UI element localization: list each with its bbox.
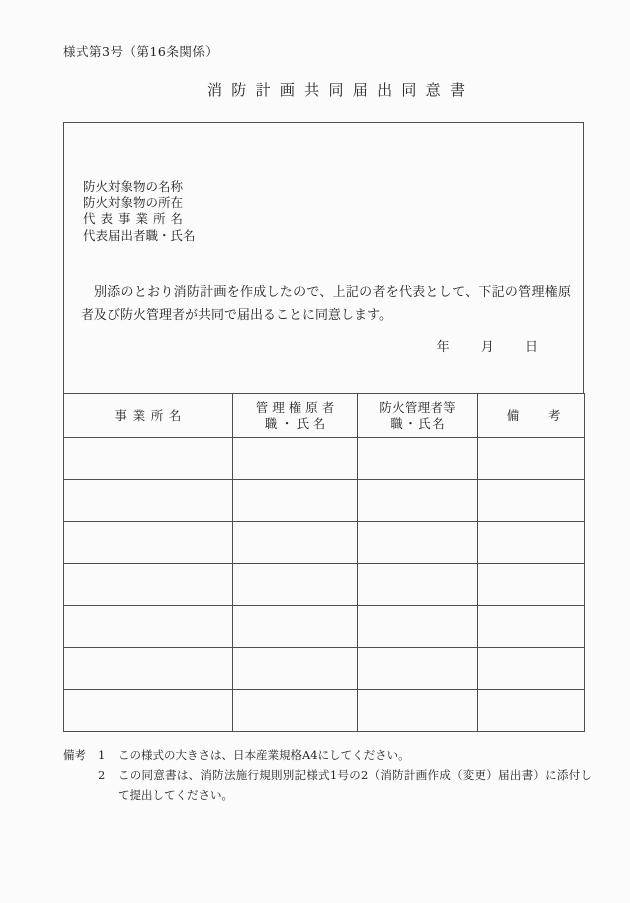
table-row [64, 606, 585, 648]
note-item [63, 765, 592, 805]
column-header-fire-manager-line1: 防火管理者等 [379, 399, 456, 415]
table-cell [233, 480, 358, 522]
table-cell [358, 690, 478, 732]
date-year-label: 年 [436, 340, 450, 355]
table-cell [358, 522, 478, 564]
table-cell [233, 690, 358, 732]
field-property-name: 防火対象物の名称 [83, 179, 184, 194]
column-header-manager-line2: 職・氏名 [264, 415, 329, 431]
note-item [63, 745, 592, 765]
document-title: 消防計画共同届出同意書 [206, 81, 475, 99]
table-cell [64, 564, 233, 606]
date-day-label: 日 [524, 340, 538, 355]
table-cell [233, 606, 358, 648]
table-row [64, 648, 585, 690]
form-number-label: 様式第3号（第16条関係） [63, 44, 219, 59]
table-header-row [64, 394, 585, 438]
table-cell [64, 606, 233, 648]
table-header [64, 394, 590, 438]
table-cell [478, 438, 585, 480]
notes-heading: 備考 [63, 748, 86, 762]
date-month-label: 月 [480, 340, 494, 355]
table-cell [233, 522, 358, 564]
column-header-remarks-label: 備考 [506, 407, 590, 423]
table-cell [478, 522, 585, 564]
date-line [437, 336, 538, 355]
column-header-fire-manager [358, 394, 478, 438]
field-property-location: 防火対象物の所在 [83, 195, 184, 211]
table-cell [64, 480, 233, 522]
table-cell [358, 648, 478, 690]
table-cell [478, 564, 585, 606]
remarks-notes [63, 745, 592, 805]
table-cell [233, 648, 358, 690]
table-cell [478, 480, 585, 522]
table-cell [478, 606, 585, 648]
table-cell [64, 690, 233, 732]
table-cell [64, 648, 233, 690]
table-cell [358, 564, 478, 606]
table-cell [233, 438, 358, 480]
consent-info-box [63, 122, 584, 394]
consent-statement: 別添のとおり消防計画を作成したので、上記の者を代表として、下記の管理権原者及び防火管理者が共同で届出ることに同意します。 [81, 285, 571, 323]
note-text: この様式の大きさは、日本産業規格A4にしてください。 [118, 748, 410, 762]
table-row [64, 522, 585, 564]
note-number: 2 [98, 768, 106, 782]
table-row [64, 690, 585, 732]
column-header-manager [233, 394, 358, 438]
column-header-office-label: 事業所名 [114, 407, 188, 423]
column-header-remarks [478, 394, 590, 438]
table-cell [233, 564, 358, 606]
table-row [64, 564, 585, 606]
table-row [64, 480, 585, 522]
field-representative-notifier: 代表届出者職・氏名 [83, 227, 196, 243]
table-cell [358, 606, 478, 648]
table-row [64, 438, 585, 480]
table-cell [478, 648, 585, 690]
note-number: 1 [98, 748, 106, 762]
table-cell [64, 438, 233, 480]
column-header-fire-manager-line2: 職・氏名 [390, 415, 447, 431]
column-header-manager-line1: 管理権原者 [255, 399, 339, 415]
column-header-office [64, 394, 233, 438]
table-cell [64, 522, 233, 564]
table-cell [358, 438, 478, 480]
table-cell [358, 480, 478, 522]
field-representative-office: 代表事業所名 [83, 211, 183, 227]
table-cell [478, 690, 585, 732]
signatories-table [63, 393, 590, 732]
table-body [64, 438, 585, 732]
note-text: この同意書は、消防法施行規則別記様式1号の2（消防計画作成（変更）届出書）に添付して提出してください。 [118, 768, 592, 802]
property-field-list [83, 179, 196, 244]
